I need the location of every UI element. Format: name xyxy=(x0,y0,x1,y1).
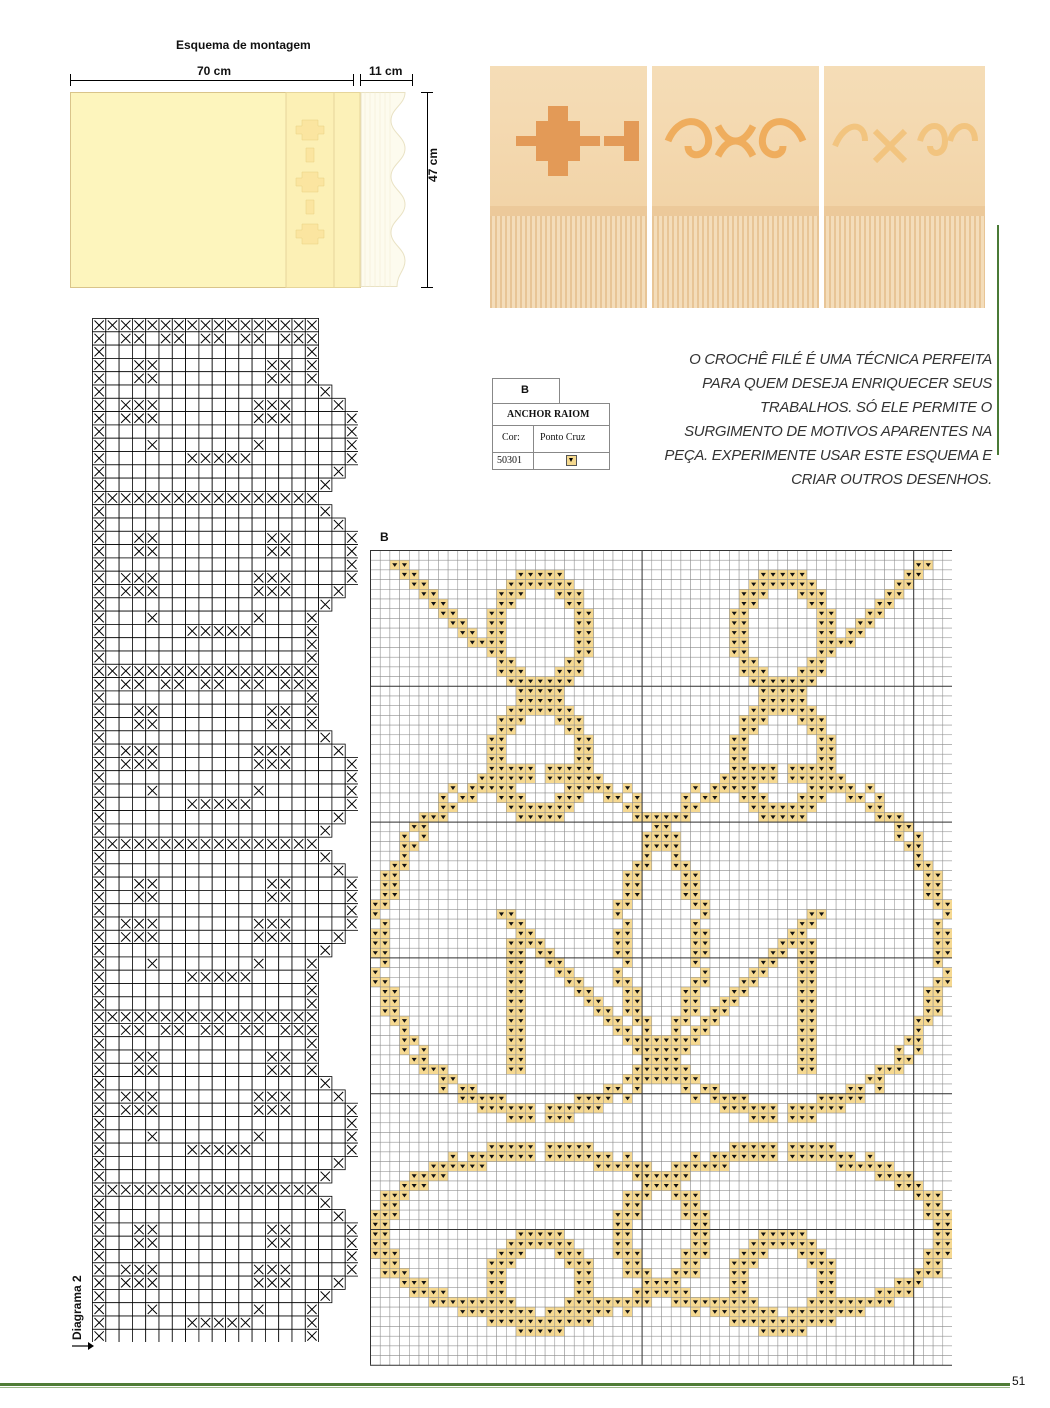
arrow-icon xyxy=(72,1341,94,1351)
width-label: 70 cm xyxy=(197,64,232,78)
chart-b-label: B xyxy=(380,530,389,544)
width-dimension-line xyxy=(70,80,353,81)
height-dimension-line xyxy=(427,92,428,287)
key-col-ponto: Ponto Cruz xyxy=(540,432,586,443)
schema-title: Esquema de montagem xyxy=(176,38,311,52)
key-col-cor: Cor: xyxy=(502,432,520,443)
photo-light-motif xyxy=(824,66,985,308)
key-symbol xyxy=(566,455,577,466)
photo-cross-motif xyxy=(490,66,647,308)
key-brand: ANCHOR RAIOM xyxy=(507,409,590,420)
key-color-code: 50301 xyxy=(497,455,522,466)
quote-text: O CROCHÊ FILÉ É UMA TÉCNICA PERFEITA PARA QUEM DESEJA ENRIQUECER SEUS TRABALHOS. SÓ ELE PERMITE O SURGIMENTO DE MOTIVOS APARENTES NA PEÇA. EXPERIMENTE USAR ESTE ESQUEMA E CRIAR OUTROS DESENHOS. xyxy=(664,351,992,488)
cross-stitch-chart-b xyxy=(370,550,952,1368)
quote-divider xyxy=(997,225,999,455)
diagram-2-label: Diagrama 2 xyxy=(70,1275,84,1340)
edge-label: 11 cm xyxy=(369,64,403,78)
footer-rule xyxy=(0,1383,1010,1386)
page-number: 51 xyxy=(1012,1374,1026,1388)
filet-diagram-2 xyxy=(92,318,358,1342)
schema-diagram xyxy=(70,92,415,288)
height-label: 47 cm xyxy=(426,147,440,182)
edge-dimension-line xyxy=(360,80,412,81)
photo-scroll-motif xyxy=(652,66,819,308)
key-letter: B xyxy=(521,384,529,396)
